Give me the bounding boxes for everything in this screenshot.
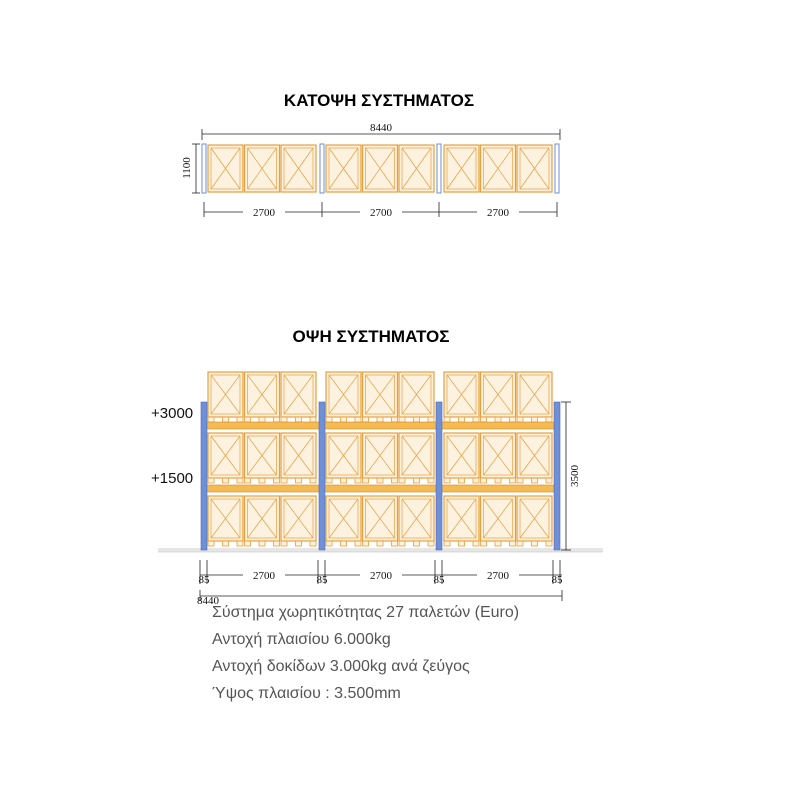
plan-upright — [202, 144, 206, 193]
upright-width: 85 — [551, 574, 563, 586]
plan-pallet — [363, 145, 398, 192]
plan-pallet — [326, 145, 361, 192]
elevation-pallet — [481, 433, 516, 483]
elevation-title: ΟΨΗ ΣΥΣΤΗΜΑΤΟΣ — [292, 327, 450, 346]
plan-pallet — [399, 145, 434, 192]
upright — [436, 402, 442, 550]
elevation-height: 3500 — [569, 465, 581, 487]
elevation-bay-width: 2700 — [253, 570, 275, 582]
elevation-pallet — [399, 496, 434, 546]
plan-bay-width: 2700 — [253, 207, 275, 219]
level-label: +3000 — [151, 405, 194, 422]
plan-title: ΚΑΤΟΨΗ ΣΥΣΤΗΜΑΤΟΣ — [283, 91, 475, 110]
spec-capacity: Σύστημα χωρητικότητας 27 παλετών (Euro) — [212, 604, 520, 621]
elevation-pallet — [399, 372, 434, 422]
beam — [204, 485, 557, 492]
elevation-pallet — [399, 433, 434, 483]
elevation-pallet — [444, 433, 479, 483]
plan-pallet — [517, 145, 552, 192]
plan-upright — [555, 144, 559, 193]
elevation-pallet — [481, 496, 516, 546]
elevation-pallet — [281, 496, 316, 546]
plan-depth: 1100 — [181, 157, 193, 179]
beam — [204, 422, 557, 429]
elevation-bay-width: 2700 — [370, 570, 392, 582]
elevation-pallet — [363, 372, 398, 422]
elevation-pallet — [517, 433, 552, 483]
elevation-pallet — [363, 433, 398, 483]
plan-bay-width: 2700 — [487, 207, 509, 219]
elevation-pallet — [281, 433, 316, 483]
elevation-pallet — [208, 496, 243, 546]
upright — [554, 402, 560, 550]
elevation-pallet — [326, 372, 361, 422]
elevation-pallet — [281, 372, 316, 422]
elevation-pallet — [208, 372, 243, 422]
plan-pallet — [245, 145, 280, 192]
elevation-pallet — [245, 433, 280, 483]
plan-pallet — [281, 145, 316, 192]
elevation-bay-width: 2700 — [487, 570, 509, 582]
upright — [201, 402, 207, 550]
elevation-total-width: 8440 — [197, 595, 219, 607]
upright — [319, 402, 325, 550]
plan-upright — [437, 144, 441, 193]
spec-beam-load: Αντοχή δοκίδων 3.000kg ανά ζεύγος — [212, 658, 470, 675]
spec-frame-load: Αντοχή πλαισίου 6.000kg — [212, 631, 391, 648]
elevation-pallet — [245, 372, 280, 422]
elevation-pallet — [363, 496, 398, 546]
upright-width: 85 — [198, 574, 210, 586]
spec-frame-height: Ύψος πλαισίου : 3.500mm — [212, 685, 401, 702]
elevation-pallet — [326, 433, 361, 483]
plan-pallet — [444, 145, 479, 192]
elevation-pallet — [208, 433, 243, 483]
level-label: +1500 — [151, 470, 194, 487]
elevation-pallet — [444, 496, 479, 546]
elevation-pallet — [444, 372, 479, 422]
upright-width: 85 — [316, 574, 328, 586]
plan-pallet — [208, 145, 243, 192]
elevation-pallet — [481, 372, 516, 422]
plan-view — [181, 91, 560, 219]
plan-bay-width: 2700 — [370, 207, 392, 219]
plan-total-width: 8440 — [370, 122, 392, 134]
plan-pallet — [481, 145, 516, 192]
plan-upright — [320, 144, 324, 193]
upright-width: 85 — [433, 574, 445, 586]
elevation-pallet — [245, 496, 280, 546]
elevation-pallet — [517, 372, 552, 422]
elevation-pallet — [517, 496, 552, 546]
elevation-pallet — [326, 496, 361, 546]
elevation-view — [151, 327, 603, 607]
